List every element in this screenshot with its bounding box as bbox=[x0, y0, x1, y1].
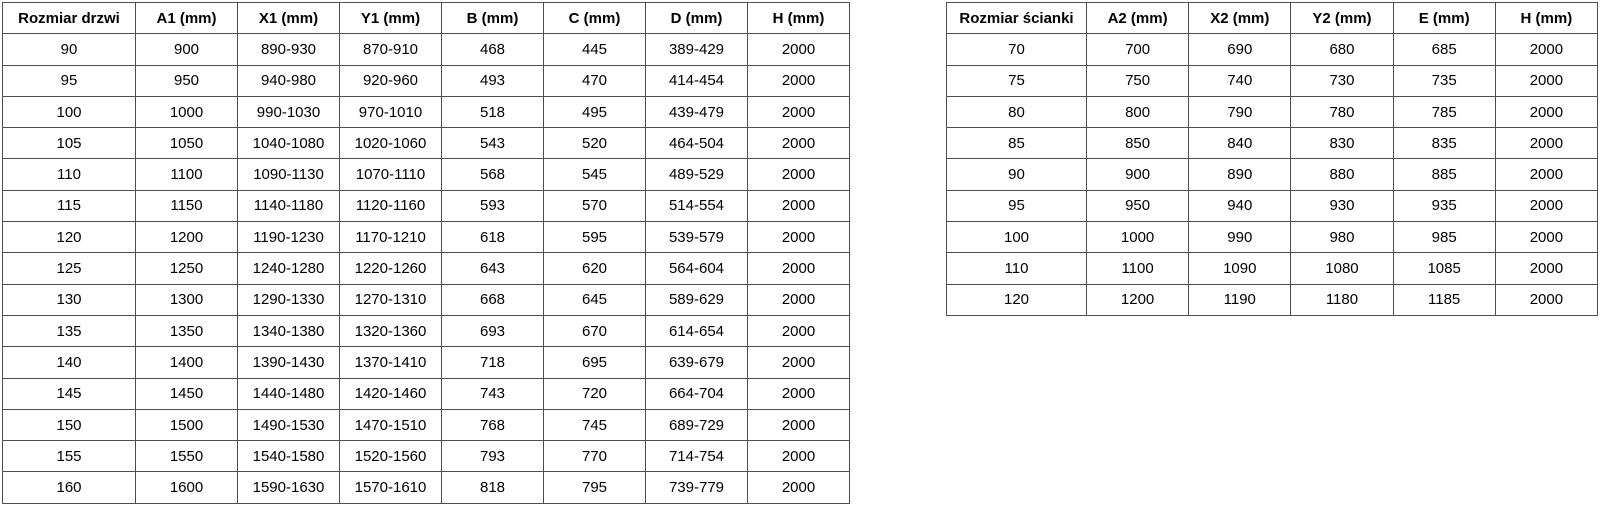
column-header: B (mm) bbox=[442, 3, 544, 34]
table-cell: 735 bbox=[1393, 65, 1495, 96]
table-cell: 1000 bbox=[1087, 222, 1189, 253]
table-cell: 545 bbox=[544, 159, 646, 190]
table-cell: 1200 bbox=[136, 222, 238, 253]
table-cell: 539-579 bbox=[646, 222, 748, 253]
table-cell: 514-554 bbox=[646, 190, 748, 221]
column-header: Rozmiar drzwi bbox=[3, 3, 136, 34]
table-cell: 900 bbox=[1087, 159, 1189, 190]
table-cell: 593 bbox=[442, 190, 544, 221]
table-cell: 890-930 bbox=[238, 34, 340, 65]
table-cell: 835 bbox=[1393, 128, 1495, 159]
table-cell: 930 bbox=[1291, 190, 1393, 221]
table-cell: 110 bbox=[3, 159, 136, 190]
door-size-table bbox=[2, 2, 850, 504]
table-cell: 2000 bbox=[748, 190, 850, 221]
table-cell: 740 bbox=[1189, 65, 1291, 96]
table-row bbox=[3, 409, 850, 440]
table-cell: 885 bbox=[1393, 159, 1495, 190]
table-row bbox=[3, 347, 850, 378]
table-row bbox=[3, 65, 850, 96]
table-cell: 1090-1130 bbox=[238, 159, 340, 190]
table-cell: 2000 bbox=[748, 253, 850, 284]
column-header: X1 (mm) bbox=[238, 3, 340, 34]
table-cell: 1400 bbox=[136, 347, 238, 378]
table-cell: 2000 bbox=[1495, 284, 1597, 315]
table-cell: 970-1010 bbox=[340, 96, 442, 127]
table-cell: 680 bbox=[1291, 34, 1393, 65]
table-cell: 495 bbox=[544, 96, 646, 127]
table-cell: 1190-1230 bbox=[238, 222, 340, 253]
table-cell: 470 bbox=[544, 65, 646, 96]
table-cell: 1290-1330 bbox=[238, 284, 340, 315]
column-header: D (mm) bbox=[646, 3, 748, 34]
table-cell: 2000 bbox=[748, 472, 850, 503]
table-cell: 595 bbox=[544, 222, 646, 253]
table-row bbox=[947, 222, 1598, 253]
table-cell: 468 bbox=[442, 34, 544, 65]
table-cell: 840 bbox=[1189, 128, 1291, 159]
table-row bbox=[3, 284, 850, 315]
table-cell: 990 bbox=[1189, 222, 1291, 253]
table-cell: 793 bbox=[442, 441, 544, 472]
table-cell: 2000 bbox=[1495, 128, 1597, 159]
table-cell: 100 bbox=[947, 222, 1087, 253]
table-cell: 2000 bbox=[748, 128, 850, 159]
table-cell: 940-980 bbox=[238, 65, 340, 96]
table-cell: 618 bbox=[442, 222, 544, 253]
table-cell: 75 bbox=[947, 65, 1087, 96]
table-row bbox=[947, 128, 1598, 159]
wall-table-header-row bbox=[947, 3, 1598, 34]
column-header: H (mm) bbox=[1495, 3, 1597, 34]
table-cell: 935 bbox=[1393, 190, 1495, 221]
table-cell: 670 bbox=[544, 315, 646, 346]
table-cell: 520 bbox=[544, 128, 646, 159]
table-row bbox=[947, 284, 1598, 315]
table-cell: 890 bbox=[1189, 159, 1291, 190]
table-cell: 2000 bbox=[748, 347, 850, 378]
table-cell: 1100 bbox=[136, 159, 238, 190]
table-row bbox=[947, 190, 1598, 221]
table-cell: 1200 bbox=[1087, 284, 1189, 315]
table-cell: 639-679 bbox=[646, 347, 748, 378]
table-cell: 2000 bbox=[748, 96, 850, 127]
table-cell: 1100 bbox=[1087, 253, 1189, 284]
table-cell: 543 bbox=[442, 128, 544, 159]
table-cell: 2000 bbox=[748, 284, 850, 315]
table-cell: 1500 bbox=[136, 409, 238, 440]
table-cell: 564-604 bbox=[646, 253, 748, 284]
table-cell: 100 bbox=[3, 96, 136, 127]
table-cell: 155 bbox=[3, 441, 136, 472]
table-cell: 940 bbox=[1189, 190, 1291, 221]
table-cell: 900 bbox=[136, 34, 238, 65]
table-cell: 439-479 bbox=[646, 96, 748, 127]
table-cell: 1540-1580 bbox=[238, 441, 340, 472]
table-row bbox=[3, 190, 850, 221]
table-row bbox=[3, 441, 850, 472]
table-cell: 1000 bbox=[136, 96, 238, 127]
column-header: Y1 (mm) bbox=[340, 3, 442, 34]
table-cell: 95 bbox=[947, 190, 1087, 221]
table-cell: 990-1030 bbox=[238, 96, 340, 127]
table-cell: 689-729 bbox=[646, 409, 748, 440]
table-cell: 589-629 bbox=[646, 284, 748, 315]
table-row bbox=[947, 253, 1598, 284]
table-cell: 2000 bbox=[1495, 34, 1597, 65]
column-header: A1 (mm) bbox=[136, 3, 238, 34]
table-cell: 389-429 bbox=[646, 34, 748, 65]
column-header: Y2 (mm) bbox=[1291, 3, 1393, 34]
table-cell: 90 bbox=[3, 34, 136, 65]
table-cell: 1040-1080 bbox=[238, 128, 340, 159]
table-cell: 120 bbox=[947, 284, 1087, 315]
table-cell: 1300 bbox=[136, 284, 238, 315]
table-cell: 2000 bbox=[748, 441, 850, 472]
table-cell: 920-960 bbox=[340, 65, 442, 96]
table-cell: 720 bbox=[544, 378, 646, 409]
table-cell: 489-529 bbox=[646, 159, 748, 190]
table-cell: 2000 bbox=[748, 159, 850, 190]
table-cell: 1050 bbox=[136, 128, 238, 159]
table-cell: 668 bbox=[442, 284, 544, 315]
table-row bbox=[947, 96, 1598, 127]
table-cell: 1140-1180 bbox=[238, 190, 340, 221]
table-cell: 795 bbox=[544, 472, 646, 503]
table-cell: 135 bbox=[3, 315, 136, 346]
table-cell: 800 bbox=[1087, 96, 1189, 127]
table-cell: 80 bbox=[947, 96, 1087, 127]
table-cell: 145 bbox=[3, 378, 136, 409]
table-cell: 620 bbox=[544, 253, 646, 284]
table-cell: 643 bbox=[442, 253, 544, 284]
table-cell: 140 bbox=[3, 347, 136, 378]
table-row bbox=[3, 253, 850, 284]
table-cell: 2000 bbox=[1495, 190, 1597, 221]
table-row bbox=[947, 34, 1598, 65]
table-cell: 2000 bbox=[1495, 222, 1597, 253]
table-cell: 1570-1610 bbox=[340, 472, 442, 503]
table-cell: 1120-1160 bbox=[340, 190, 442, 221]
table-cell: 1250 bbox=[136, 253, 238, 284]
table-row bbox=[947, 65, 1598, 96]
table-cell: 700 bbox=[1087, 34, 1189, 65]
table-cell: 115 bbox=[3, 190, 136, 221]
table-cell: 1340-1380 bbox=[238, 315, 340, 346]
table-cell: 830 bbox=[1291, 128, 1393, 159]
table-row bbox=[3, 315, 850, 346]
table-row bbox=[3, 128, 850, 159]
table-cell: 745 bbox=[544, 409, 646, 440]
table-cell: 1220-1260 bbox=[340, 253, 442, 284]
table-cell: 950 bbox=[136, 65, 238, 96]
table-cell: 770 bbox=[544, 441, 646, 472]
column-header: X2 (mm) bbox=[1189, 3, 1291, 34]
table-cell: 2000 bbox=[1495, 253, 1597, 284]
table-cell: 90 bbox=[947, 159, 1087, 190]
table-cell: 1180 bbox=[1291, 284, 1393, 315]
table-cell: 2000 bbox=[1495, 65, 1597, 96]
table-cell: 2000 bbox=[748, 65, 850, 96]
table-cell: 785 bbox=[1393, 96, 1495, 127]
table-cell: 645 bbox=[544, 284, 646, 315]
column-header: Rozmiar ścianki bbox=[947, 3, 1087, 34]
table-cell: 2000 bbox=[1495, 159, 1597, 190]
table-cell: 693 bbox=[442, 315, 544, 346]
table-cell: 1520-1560 bbox=[340, 441, 442, 472]
column-header: A2 (mm) bbox=[1087, 3, 1189, 34]
table-row bbox=[3, 222, 850, 253]
table-row bbox=[3, 159, 850, 190]
table-cell: 790 bbox=[1189, 96, 1291, 127]
column-header: E (mm) bbox=[1393, 3, 1495, 34]
table-cell: 1185 bbox=[1393, 284, 1495, 315]
table-cell: 768 bbox=[442, 409, 544, 440]
table-cell: 750 bbox=[1087, 65, 1189, 96]
table-cell: 1190 bbox=[1189, 284, 1291, 315]
table-cell: 1080 bbox=[1291, 253, 1393, 284]
table-cell: 1240-1280 bbox=[238, 253, 340, 284]
table-cell: 464-504 bbox=[646, 128, 748, 159]
table-cell: 2000 bbox=[748, 34, 850, 65]
table-cell: 1590-1630 bbox=[238, 472, 340, 503]
table-row bbox=[3, 472, 850, 503]
table-cell: 1320-1360 bbox=[340, 315, 442, 346]
table-cell: 2000 bbox=[748, 222, 850, 253]
table-cell: 1490-1530 bbox=[238, 409, 340, 440]
table-cell: 718 bbox=[442, 347, 544, 378]
table-cell: 2000 bbox=[1495, 96, 1597, 127]
table-cell: 1020-1060 bbox=[340, 128, 442, 159]
table-cell: 1090 bbox=[1189, 253, 1291, 284]
table-cell: 130 bbox=[3, 284, 136, 315]
door-table-header-row bbox=[3, 3, 850, 34]
table-cell: 2000 bbox=[748, 315, 850, 346]
table-cell: 568 bbox=[442, 159, 544, 190]
table-cell: 950 bbox=[1087, 190, 1189, 221]
table-cell: 1070-1110 bbox=[340, 159, 442, 190]
table-cell: 695 bbox=[544, 347, 646, 378]
table-cell: 714-754 bbox=[646, 441, 748, 472]
table-cell: 1170-1210 bbox=[340, 222, 442, 253]
table-cell: 980 bbox=[1291, 222, 1393, 253]
table-row bbox=[3, 34, 850, 65]
table-cell: 125 bbox=[3, 253, 136, 284]
table-row bbox=[3, 378, 850, 409]
table-cell: 1440-1480 bbox=[238, 378, 340, 409]
table-cell: 1550 bbox=[136, 441, 238, 472]
table-cell: 690 bbox=[1189, 34, 1291, 65]
table-cell: 493 bbox=[442, 65, 544, 96]
table-cell: 445 bbox=[544, 34, 646, 65]
table-cell: 818 bbox=[442, 472, 544, 503]
table-cell: 150 bbox=[3, 409, 136, 440]
table-cell: 1085 bbox=[1393, 253, 1495, 284]
table-cell: 95 bbox=[3, 65, 136, 96]
table-cell: 105 bbox=[3, 128, 136, 159]
table-row bbox=[947, 159, 1598, 190]
table-cell: 870-910 bbox=[340, 34, 442, 65]
table-cell: 1270-1310 bbox=[340, 284, 442, 315]
table-cell: 880 bbox=[1291, 159, 1393, 190]
table-cell: 2000 bbox=[748, 378, 850, 409]
table-row bbox=[3, 96, 850, 127]
table-cell: 1370-1410 bbox=[340, 347, 442, 378]
table-cell: 1600 bbox=[136, 472, 238, 503]
table-cell: 1450 bbox=[136, 378, 238, 409]
table-cell: 110 bbox=[947, 253, 1087, 284]
table-cell: 570 bbox=[544, 190, 646, 221]
table-cell: 730 bbox=[1291, 65, 1393, 96]
table-cell: 414-454 bbox=[646, 65, 748, 96]
column-header: C (mm) bbox=[544, 3, 646, 34]
table-cell: 664-704 bbox=[646, 378, 748, 409]
table-cell: 160 bbox=[3, 472, 136, 503]
table-cell: 1350 bbox=[136, 315, 238, 346]
table-cell: 780 bbox=[1291, 96, 1393, 127]
wall-size-table bbox=[946, 2, 1598, 316]
column-header: H (mm) bbox=[748, 3, 850, 34]
table-cell: 120 bbox=[3, 222, 136, 253]
table-cell: 1150 bbox=[136, 190, 238, 221]
table-cell: 850 bbox=[1087, 128, 1189, 159]
table-cell: 743 bbox=[442, 378, 544, 409]
table-cell: 739-779 bbox=[646, 472, 748, 503]
table-cell: 85 bbox=[947, 128, 1087, 159]
table-cell: 685 bbox=[1393, 34, 1495, 65]
table-cell: 2000 bbox=[748, 409, 850, 440]
table-cell: 985 bbox=[1393, 222, 1495, 253]
table-cell: 1420-1460 bbox=[340, 378, 442, 409]
table-cell: 1390-1430 bbox=[238, 347, 340, 378]
table-cell: 70 bbox=[947, 34, 1087, 65]
table-cell: 518 bbox=[442, 96, 544, 127]
table-cell: 1470-1510 bbox=[340, 409, 442, 440]
table-cell: 614-654 bbox=[646, 315, 748, 346]
